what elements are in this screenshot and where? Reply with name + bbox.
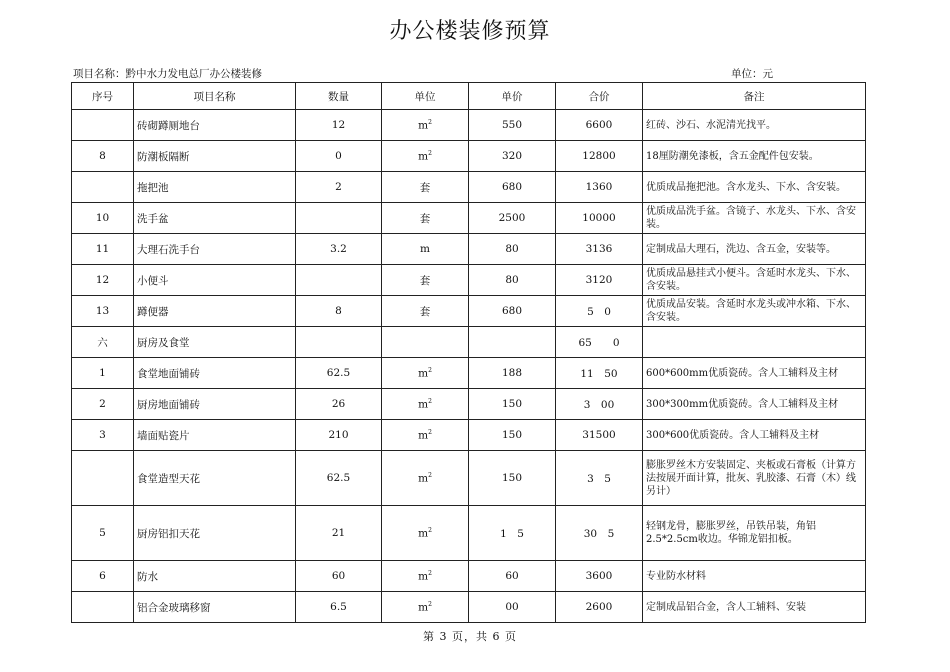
- row-item-name: 食堂造型天花: [134, 451, 296, 506]
- table-row: [72, 451, 866, 506]
- header-quantity: 数量: [296, 83, 382, 110]
- row-unit: $m^2$: [382, 451, 469, 506]
- row-number: 3: [72, 420, 134, 451]
- row-total: 3 5: [556, 451, 643, 506]
- table-row: [72, 506, 866, 561]
- table-row: [72, 141, 866, 172]
- row-unit: $m^2$: [382, 561, 469, 592]
- table-row: [72, 203, 866, 234]
- header-no: 序号: [72, 83, 134, 110]
- row-total: 3120: [556, 265, 643, 296]
- row-item-name: 大理石洗手台: [134, 234, 296, 265]
- row-unit: 套: [382, 203, 469, 234]
- row-unit: $m^2$: [382, 110, 469, 141]
- row-unit-price: 150: [469, 420, 556, 451]
- budget-table: [71, 82, 866, 623]
- table-row: [72, 296, 866, 327]
- row-total: 10000: [556, 203, 643, 234]
- row-total: 11 50: [556, 358, 643, 389]
- row-unit: $m^2$: [382, 389, 469, 420]
- row-quantity: 62.5: [296, 358, 382, 389]
- row-item-name: 洗手盆: [134, 203, 296, 234]
- header-remarks: 备注: [643, 83, 866, 110]
- row-unit-price: 320: [469, 141, 556, 172]
- row-total: 2600: [556, 592, 643, 623]
- currency-unit: 单位：元: [731, 68, 773, 80]
- row-total: 30 5: [556, 506, 643, 561]
- table-row: [72, 327, 866, 358]
- table-row: [72, 358, 866, 389]
- row-number: 8: [72, 141, 134, 172]
- row-item-name: 拖把池: [134, 172, 296, 203]
- table-row: [72, 592, 866, 623]
- row-total: 12800: [556, 141, 643, 172]
- row-number: [72, 592, 134, 623]
- row-item-name: 砖砌蹲厕地台: [134, 110, 296, 141]
- row-item-name: 厨房及食堂: [134, 327, 296, 358]
- table-row: [72, 234, 866, 265]
- row-quantity: 12: [296, 110, 382, 141]
- row-unit: 套: [382, 172, 469, 203]
- row-unit-price: 150: [469, 451, 556, 506]
- row-unit: $m^2$: [382, 358, 469, 389]
- row-item-name: 铝合金玻璃移窗: [134, 592, 296, 623]
- row-item-name: 厨房铝扣天花: [134, 506, 296, 561]
- row-unit-price: 188: [469, 358, 556, 389]
- row-unit-price: 150: [469, 389, 556, 420]
- row-unit: $m^2$: [382, 141, 469, 172]
- row-remarks: [643, 327, 866, 358]
- row-remarks: 600*600mm优质瓷砖。含人工辅料及主材: [643, 358, 866, 389]
- table-row: [72, 389, 866, 420]
- row-quantity: 210: [296, 420, 382, 451]
- row-number: [72, 110, 134, 141]
- row-unit-price: 1 5: [469, 506, 556, 561]
- header-item-name: 项目名称: [134, 83, 296, 110]
- row-unit-price: 00: [469, 592, 556, 623]
- row-unit-price: 2500: [469, 203, 556, 234]
- row-total: 31500: [556, 420, 643, 451]
- table-row: [72, 172, 866, 203]
- row-number: 1: [72, 358, 134, 389]
- row-number: 5: [72, 506, 134, 561]
- table-row: [72, 265, 866, 296]
- row-remarks: 定制成品大理石，洗边、含五金，安装等。: [643, 234, 866, 265]
- row-remarks: 膨胀罗丝木方安装固定、夹板或石膏板（计算方法按展开面计算，批灰、乳胶漆、石膏（木）线另计）: [643, 451, 866, 506]
- row-unit: 套: [382, 296, 469, 327]
- row-remarks: 红砖、沙石、水泥清光找平。: [643, 110, 866, 141]
- row-unit-price: 60: [469, 561, 556, 592]
- row-unit-price: [469, 327, 556, 358]
- row-total: 1360: [556, 172, 643, 203]
- row-unit-price: 680: [469, 296, 556, 327]
- page-footer: 第 3 页，共 6 页: [423, 630, 517, 643]
- header-unit-price: 单价: [469, 83, 556, 110]
- row-quantity: 3.2: [296, 234, 382, 265]
- row-number: 11: [72, 234, 134, 265]
- row-remarks: 300*600优质瓷砖。含人工辅料及主材: [643, 420, 866, 451]
- row-total: 65 0: [556, 327, 643, 358]
- row-quantity: 2: [296, 172, 382, 203]
- row-quantity: [296, 265, 382, 296]
- row-remarks: 优质成品拖把池。含水龙头、下水、含安装。: [643, 172, 866, 203]
- row-unit: $m^2$: [382, 420, 469, 451]
- row-number: 六: [72, 327, 134, 358]
- row-unit-price: 80: [469, 265, 556, 296]
- row-remarks: 优质成品安装。含延时水龙头或冲水箱、下水、含安装。: [643, 296, 866, 327]
- row-quantity: 62.5: [296, 451, 382, 506]
- table-row: [72, 110, 866, 141]
- row-total: 3136: [556, 234, 643, 265]
- row-quantity: 26: [296, 389, 382, 420]
- table-row: [72, 561, 866, 592]
- row-unit-price: 680: [469, 172, 556, 203]
- table-row: [72, 420, 866, 451]
- row-remarks: 优质成品悬挂式小便斗。含延时水龙头、下水、含安装。: [643, 265, 866, 296]
- row-remarks: 18厘防潮免漆板，含五金配件包安装。: [643, 141, 866, 172]
- row-number: 10: [72, 203, 134, 234]
- row-unit: $m^2$: [382, 592, 469, 623]
- header-total: 合价: [556, 83, 643, 110]
- row-quantity: [296, 327, 382, 358]
- row-item-name: 防水: [134, 561, 296, 592]
- row-number: [72, 172, 134, 203]
- row-number: 2: [72, 389, 134, 420]
- row-unit: 套: [382, 265, 469, 296]
- row-item-name: 防潮板隔断: [134, 141, 296, 172]
- row-remarks: 优质成品洗手盆。含镜子、水龙头、下水、含安装。: [643, 203, 866, 234]
- row-quantity: 0: [296, 141, 382, 172]
- row-quantity: 21: [296, 506, 382, 561]
- row-quantity: 8: [296, 296, 382, 327]
- row-item-name: 食堂地面铺砖: [134, 358, 296, 389]
- row-remarks: 定制成品铝合金，含人工辅料、安装: [643, 592, 866, 623]
- row-unit-price: 80: [469, 234, 556, 265]
- row-remarks: 轻钢龙骨，膨胀罗丝，吊铁吊装，角铝2.5*2.5cm收边。华锦龙铝扣板。: [643, 506, 866, 561]
- row-unit-price: 550: [469, 110, 556, 141]
- row-quantity: [296, 203, 382, 234]
- table-header-row: [72, 83, 866, 110]
- row-unit: m: [382, 234, 469, 265]
- row-total: 3600: [556, 561, 643, 592]
- row-number: 6: [72, 561, 134, 592]
- row-number: 13: [72, 296, 134, 327]
- row-number: [72, 451, 134, 506]
- project-name: 项目名称：黔中水力发电总厂办公楼装修: [73, 68, 262, 80]
- row-unit: $m^2$: [382, 506, 469, 561]
- row-item-name: 厨房地面铺砖: [134, 389, 296, 420]
- row-unit: [382, 327, 469, 358]
- row-item-name: 墙面贴瓷片: [134, 420, 296, 451]
- document-title: 办公楼装修预算: [389, 19, 551, 44]
- row-total: 6600: [556, 110, 643, 141]
- row-remarks: 专业防水材料: [643, 561, 866, 592]
- row-number: 12: [72, 265, 134, 296]
- row-item-name: 蹲便器: [134, 296, 296, 327]
- header-unit: 单位: [382, 83, 469, 110]
- row-quantity: 60: [296, 561, 382, 592]
- row-item-name: 小便斗: [134, 265, 296, 296]
- row-remarks: 300*300mm优质瓷砖。含人工辅料及主材: [643, 389, 866, 420]
- row-total: 3 00: [556, 389, 643, 420]
- row-total: 5 0: [556, 296, 643, 327]
- row-quantity: 6.5: [296, 592, 382, 623]
